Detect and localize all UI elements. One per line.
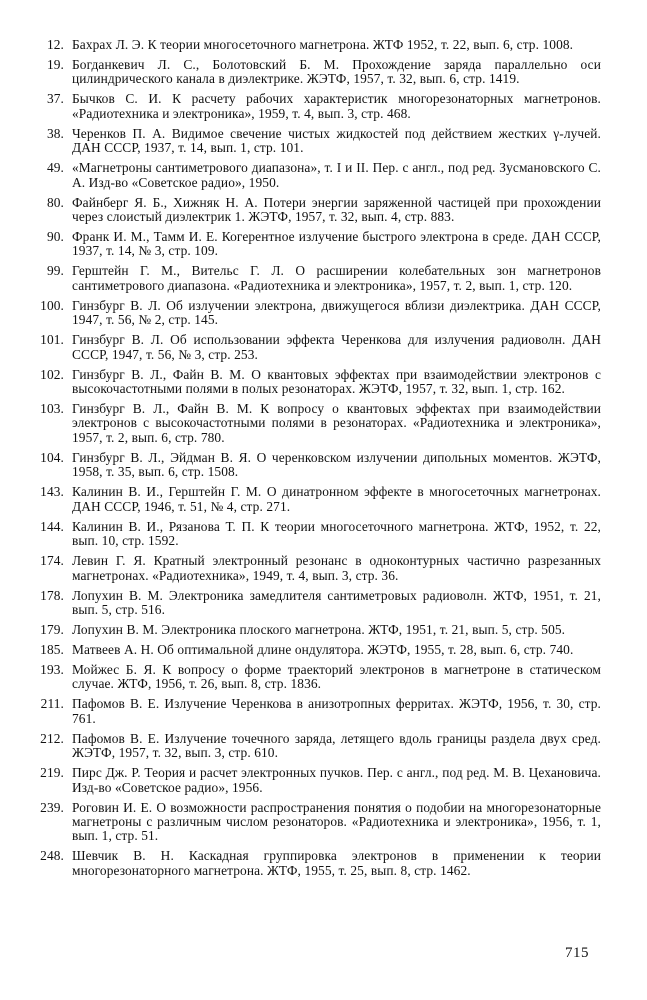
reference-entry — [36, 663, 601, 692]
reference-number: 12. — [46, 37, 64, 52]
reference-text: Левин Г. Я. Кратный электронный резонанс в одноконтурных частично разрезанных магнетронах. «Радиотехника», 1949, т. 4, вып. 3, стр. 36. — [72, 553, 601, 583]
reference-number: 179. — [40, 621, 64, 637]
reference-entry — [36, 38, 601, 52]
reference-entry — [36, 299, 601, 328]
reference-entry — [36, 520, 601, 549]
reference-number: 219. — [40, 765, 64, 781]
reference-entry — [36, 333, 601, 362]
reference-number: 144. — [40, 518, 64, 534]
reference-number: 80. — [46, 194, 64, 210]
reference-text: Лопухин В. М. Электроника плоского магнетрона. ЖТФ, 1951, т. 21, вып. 5, стр. 505. — [72, 621, 566, 637]
reference-number: 178. — [40, 587, 64, 603]
reference-entry — [36, 732, 601, 761]
reference-text: Бычков С. И. К расчету рабочих характеристик многорезонаторных магнетронов. «Радиотехника и электроника», 1959, т. 4, вып. 3, стр. 468. — [72, 91, 601, 121]
reference-text: «Магнетроны сантиметрового диапазона», т. I и II. Пер. с англ., под ред. Зусмановского С. А. Изд-во «Советское радио», 1950. — [72, 160, 601, 190]
reference-text: Богданкевич Л. С., Болотовский Б. М. Прохождение заряда параллельно оси цилиндрического канала в диэлектрике. ЖЭТФ, 1957, т. 32, вып. 6, стр. 1419. — [72, 57, 601, 87]
reference-entry — [36, 161, 601, 190]
reference-number: 37. — [46, 91, 64, 107]
reference-number: 174. — [40, 553, 64, 569]
reference-number: 143. — [40, 484, 64, 500]
reference-number: 101. — [40, 332, 64, 348]
reference-entry — [36, 58, 601, 87]
reference-text: Пирс Дж. Р. Теория и расчет электронных пучков. Пер. с англ., под ред. М. В. Цехановича. Изд-во «Советское радио», 1956. — [72, 765, 601, 795]
reference-number: 19. — [46, 57, 64, 72]
reference-text: Файнберг Я. Б., Хижняк Н. А. Потери энергии заряженной частицей при прохождении через слоистый диэлектрик 1. ЖЭТФ, 1957, т. 32, вып. 4, стр. 883. — [72, 194, 601, 225]
page-number: 715 — [565, 945, 589, 961]
reference-entry — [36, 589, 601, 618]
reference-number: 90. — [46, 229, 64, 245]
reference-number: 103. — [40, 401, 64, 417]
reference-number: 100. — [40, 297, 64, 313]
reference-text: Черенков П. А. Видимое свечение чистых жидкостей под действием жестких γ-лучей. ДАН СССР, 1937, т. 14, вып. 1, стр. 101. — [72, 125, 601, 156]
reference-entry — [36, 451, 601, 480]
reference-text: Бахрах Л. Э. К теории многосеточного магнетрона. ЖТФ 1952, т. 22, вып. 6, стр. 1008. — [72, 37, 574, 52]
reference-number: 104. — [40, 449, 64, 465]
reference-text: Лопухин В. М. Электроника замедлителя сантиметровых радиоволн. ЖТФ, 1951, т. 21, вып. 5, стр. 516. — [72, 587, 601, 617]
reference-entry — [36, 230, 601, 259]
reference-entry — [36, 697, 601, 726]
reference-text: Калинин В. И., Герштейн Г. М. О динатронном эффекте в многосеточных магнетронах. ДАН СССР, 1946, т. 51, № 4, стр. 271. — [72, 484, 601, 514]
reference-entry — [36, 766, 601, 795]
reference-text: Франк И. М., Тамм И. Е. Когерентное излучение быстрого электрона в среде. ДАН СССР, 1937, т. 14, № 3, стр. 109. — [72, 229, 601, 259]
reference-text: Гинзбург В. Л. Об излучении электрона, движущегося вблизи диэлектрика. ДАН СССР, 1947, т. 56, № 2, стр. 145. — [72, 297, 601, 328]
reference-entry — [36, 402, 601, 445]
reference-text: Калинин В. И., Рязанова Т. П. К теории многосеточного магнетрона. ЖТФ, 1952, т. 22, вып. 10, стр. 1592. — [72, 518, 601, 549]
reference-text: Пафомов В. Е. Излучение Черенкова в анизотропных ферритах. ЖЭТФ, 1956, т. 30, стр. 761. — [72, 696, 601, 726]
reference-entry — [36, 801, 601, 844]
reference-entry — [36, 485, 601, 514]
reference-text: Гинзбург В. Л. Об использовании эффекта Черенкова для излучения радиоволн. ДАН СССР, 1947, т. 56, № 3, стр. 253. — [72, 332, 601, 362]
reference-text: Гинзбург В. Л., Файн В. М. К вопросу о квантовых эффектах при взаимодействии электронов с высокочастотными полями в резонаторах. «Радиотехника и электроника», 1957, т. 2, вып. 6, стр. 780. — [72, 401, 601, 445]
reference-number: 99. — [46, 263, 64, 279]
reference-entry — [36, 554, 601, 583]
reference-text: Герштейн Г. М., Вительс Г. Л. О расширении колебательных зон магнетронов сантиметрового диапазона. «Радиотехника и электроника», 1957, т. 2, вып. 1, стр. 120. — [72, 263, 601, 293]
reference-entry — [36, 127, 601, 156]
reference-entry — [36, 849, 601, 878]
reference-text: Матвеев А. Н. Об оптимальной длине ондулятора. ЖЭТФ, 1955, т. 28, вып. 6, стр. 740. — [72, 641, 574, 657]
reference-number: 185. — [40, 641, 64, 657]
reference-number: 193. — [40, 661, 64, 677]
reference-number: 239. — [40, 799, 64, 815]
reference-entry — [36, 643, 601, 657]
reference-entry — [36, 196, 601, 225]
reference-text: Шевчик В. Н. Каскадная группировка электронов в применении к теории многорезонаторного магнетрона. ЖТФ, 1955, т. 25, вып. 8, стр. 1462. — [72, 848, 601, 878]
reference-entry — [36, 623, 601, 637]
reference-number: 49. — [46, 160, 64, 176]
reference-text: Мойжес Б. Я. К вопросу о форме траекторий электронов в магнетроне в статическом случае. ЖТФ, 1956, т. 26, вып. 8, стр. 1836. — [72, 661, 601, 692]
reference-text: Гинзбург В. Л., Эйдман В. Я. О черенковском излучении дипольных моментов. ЖЭТФ, 1958, т. 35, вып. 6, стр. 1508. — [72, 449, 601, 480]
reference-number: 211. — [40, 696, 64, 712]
reference-number: 102. — [40, 366, 64, 382]
reference-text: Пафомов В. Е. Излучение точечного заряда, летящего вдоль границы раздела двух сред. ЖЭТФ, 1957, т. 32, вып. 3, стр. 610. — [72, 730, 601, 761]
reference-list — [36, 38, 601, 878]
reference-entry — [36, 264, 601, 293]
reference-number: 212. — [40, 730, 64, 746]
reference-number: 248. — [40, 848, 64, 864]
reference-text: Гинзбург В. Л., Файн В. М. О квантовых эффектах при взаимодействии электронов с высокочастотными полями в полых резонаторах. ЖЭТФ, 1957, т. 32, вып. 1, стр. 162. — [72, 366, 601, 397]
reference-entry — [36, 92, 601, 121]
reference-number: 38. — [46, 125, 64, 141]
reference-text: Роговин И. Е. О возможности распространения понятия о подобии на многорезонаторные магнетроны с различным числом резонаторов. «Радиотехника и электроника», 1956, т. 1, вып. 1, стр. 51. — [72, 799, 601, 844]
reference-entry — [36, 368, 601, 397]
